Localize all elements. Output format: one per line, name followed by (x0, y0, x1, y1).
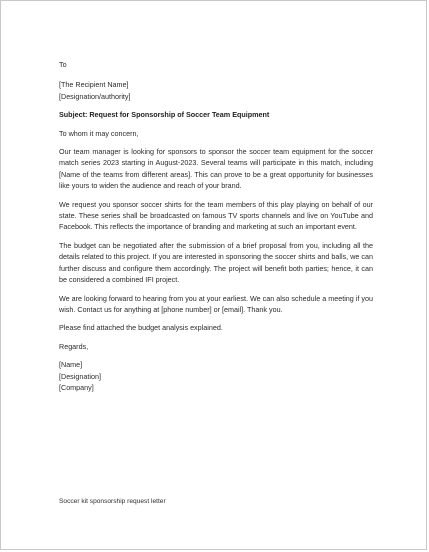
salutation: To whom it may concern, (59, 128, 139, 138)
recipient-name: [The Recipient Name] (59, 80, 129, 90)
letter-body (59, 59, 373, 393)
letter-subject: Subject: Request for Sponsorship of Soccer Team Equipment (59, 110, 270, 120)
paragraph-3: The budget can be negotiated after the submission of a brief proposal from you, including all the details related to this project. If you are interested in sponsoring the soccer shirts and balls, we can further discuss and configure them accordingly. The project will benefit both parties; hence, it can be considered a combined IFI project. (59, 240, 373, 285)
to-label: To (59, 60, 67, 69)
recipient-designation: [Designation/authority] (59, 91, 131, 101)
sender-designation: [Designation] (59, 371, 101, 381)
paragraph-4: We are looking forward to hearing from you at your earliest. We can also schedule a meeting if you wish. Contact us for anything at [phone number] or [email]. Thank you. (59, 293, 373, 314)
sender-company: [Company] (59, 382, 94, 392)
footer-caption: Soccer kit sponsorship request letter (59, 498, 166, 505)
closing: Regards, (59, 341, 89, 351)
paragraph-2: We request you sponsor soccer shirts for the team members of this play playing on behalf of our state. These series shall be broadcasted on famous TV sports channels and live on YouTube and Facebook. This reflects the importance of branding and marketing at such an important event. (59, 199, 373, 232)
sender-name: [Name] (59, 360, 83, 370)
paragraph-5: Please find attached the budget analysis explained. (59, 323, 223, 333)
paragraph-1: Our team manager is looking for sponsors to sponsor the soccer team equipment for the soccer match series 2023 starting in August-2023. Several teams will participate in this match, including [Name of the teams from different areas]. This can prove to be a great opportunity for businesses like yours to widen the audience and reach of your brand. (59, 147, 373, 191)
